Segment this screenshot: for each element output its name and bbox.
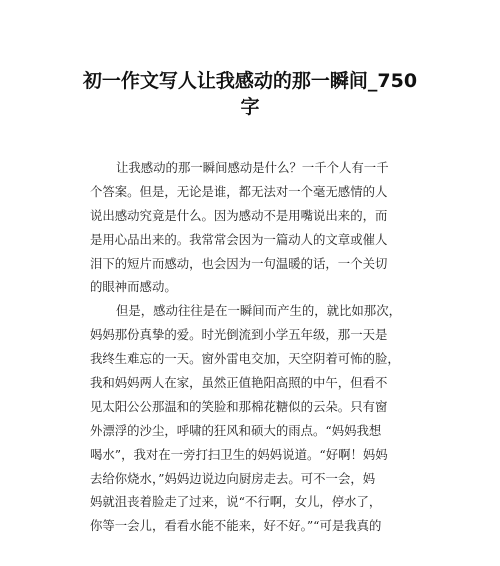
paragraph-line: 外漂浮的沙尘，呼啸的狂风和硕大的雨点。“妈妈我想 <box>90 422 382 438</box>
paragraph-line: 妈妈那份真挚的爱。时光倒流到小学五年级，那一天是 <box>90 327 388 343</box>
paragraph-line: 但是，感动往往是在一瞬间而产生的，就比如那次， <box>116 303 401 319</box>
paragraph-line: 是用心品出来的。我常常会因为一篇动人的文章或催人 <box>90 231 388 247</box>
paragraph-line: 喝水”，我对在一旁打扫卫生的妈妈说道。“好啊！妈妈 <box>90 446 388 462</box>
paragraph-line: 我和妈妈两人在家，虽然正值艳阳高照的中午，但看不 <box>90 375 388 391</box>
paragraph-line: 见太阳公公那温和的笑脸和那棉花糖似的云朵。只有窗 <box>90 398 388 414</box>
document-body <box>90 156 420 538</box>
paragraph-line: 泪下的短片而感动，也会因为一句温暖的话，一个关切 <box>90 255 388 271</box>
paragraph-line: 说出感动究竟是什么。因为感动不是用嘴说出来的，而 <box>90 207 388 223</box>
paragraph-line: 妈就沮丧着脸走了过来，说“不行啊，女儿，停水了， <box>90 494 382 510</box>
document-title <box>80 68 420 120</box>
paragraph-line: 的眼神而感动。 <box>90 279 177 295</box>
paragraph-line: 让我感动的那一瞬间感动是什么？一千个人有一千 <box>116 160 389 175</box>
title-line-1: 初一作文写人让我感动的那一瞬间_750 <box>82 70 418 92</box>
paragraph-line: 我终生难忘的一天。窗外雷电交加，天空阴着可怖的脸， <box>90 351 400 367</box>
paragraph-line: 去给你烧水，”妈妈边说边向厨房走去。可不一会，妈 <box>90 470 376 486</box>
title-line-2: 字 <box>240 96 260 118</box>
paragraph-line: 个答案。但是，无论是谁，都无法对一个毫无感情的人 <box>90 183 388 199</box>
paragraph-line: 你等一会儿，看看水能不能来，好不好。”“可是我真的 <box>90 518 382 534</box>
